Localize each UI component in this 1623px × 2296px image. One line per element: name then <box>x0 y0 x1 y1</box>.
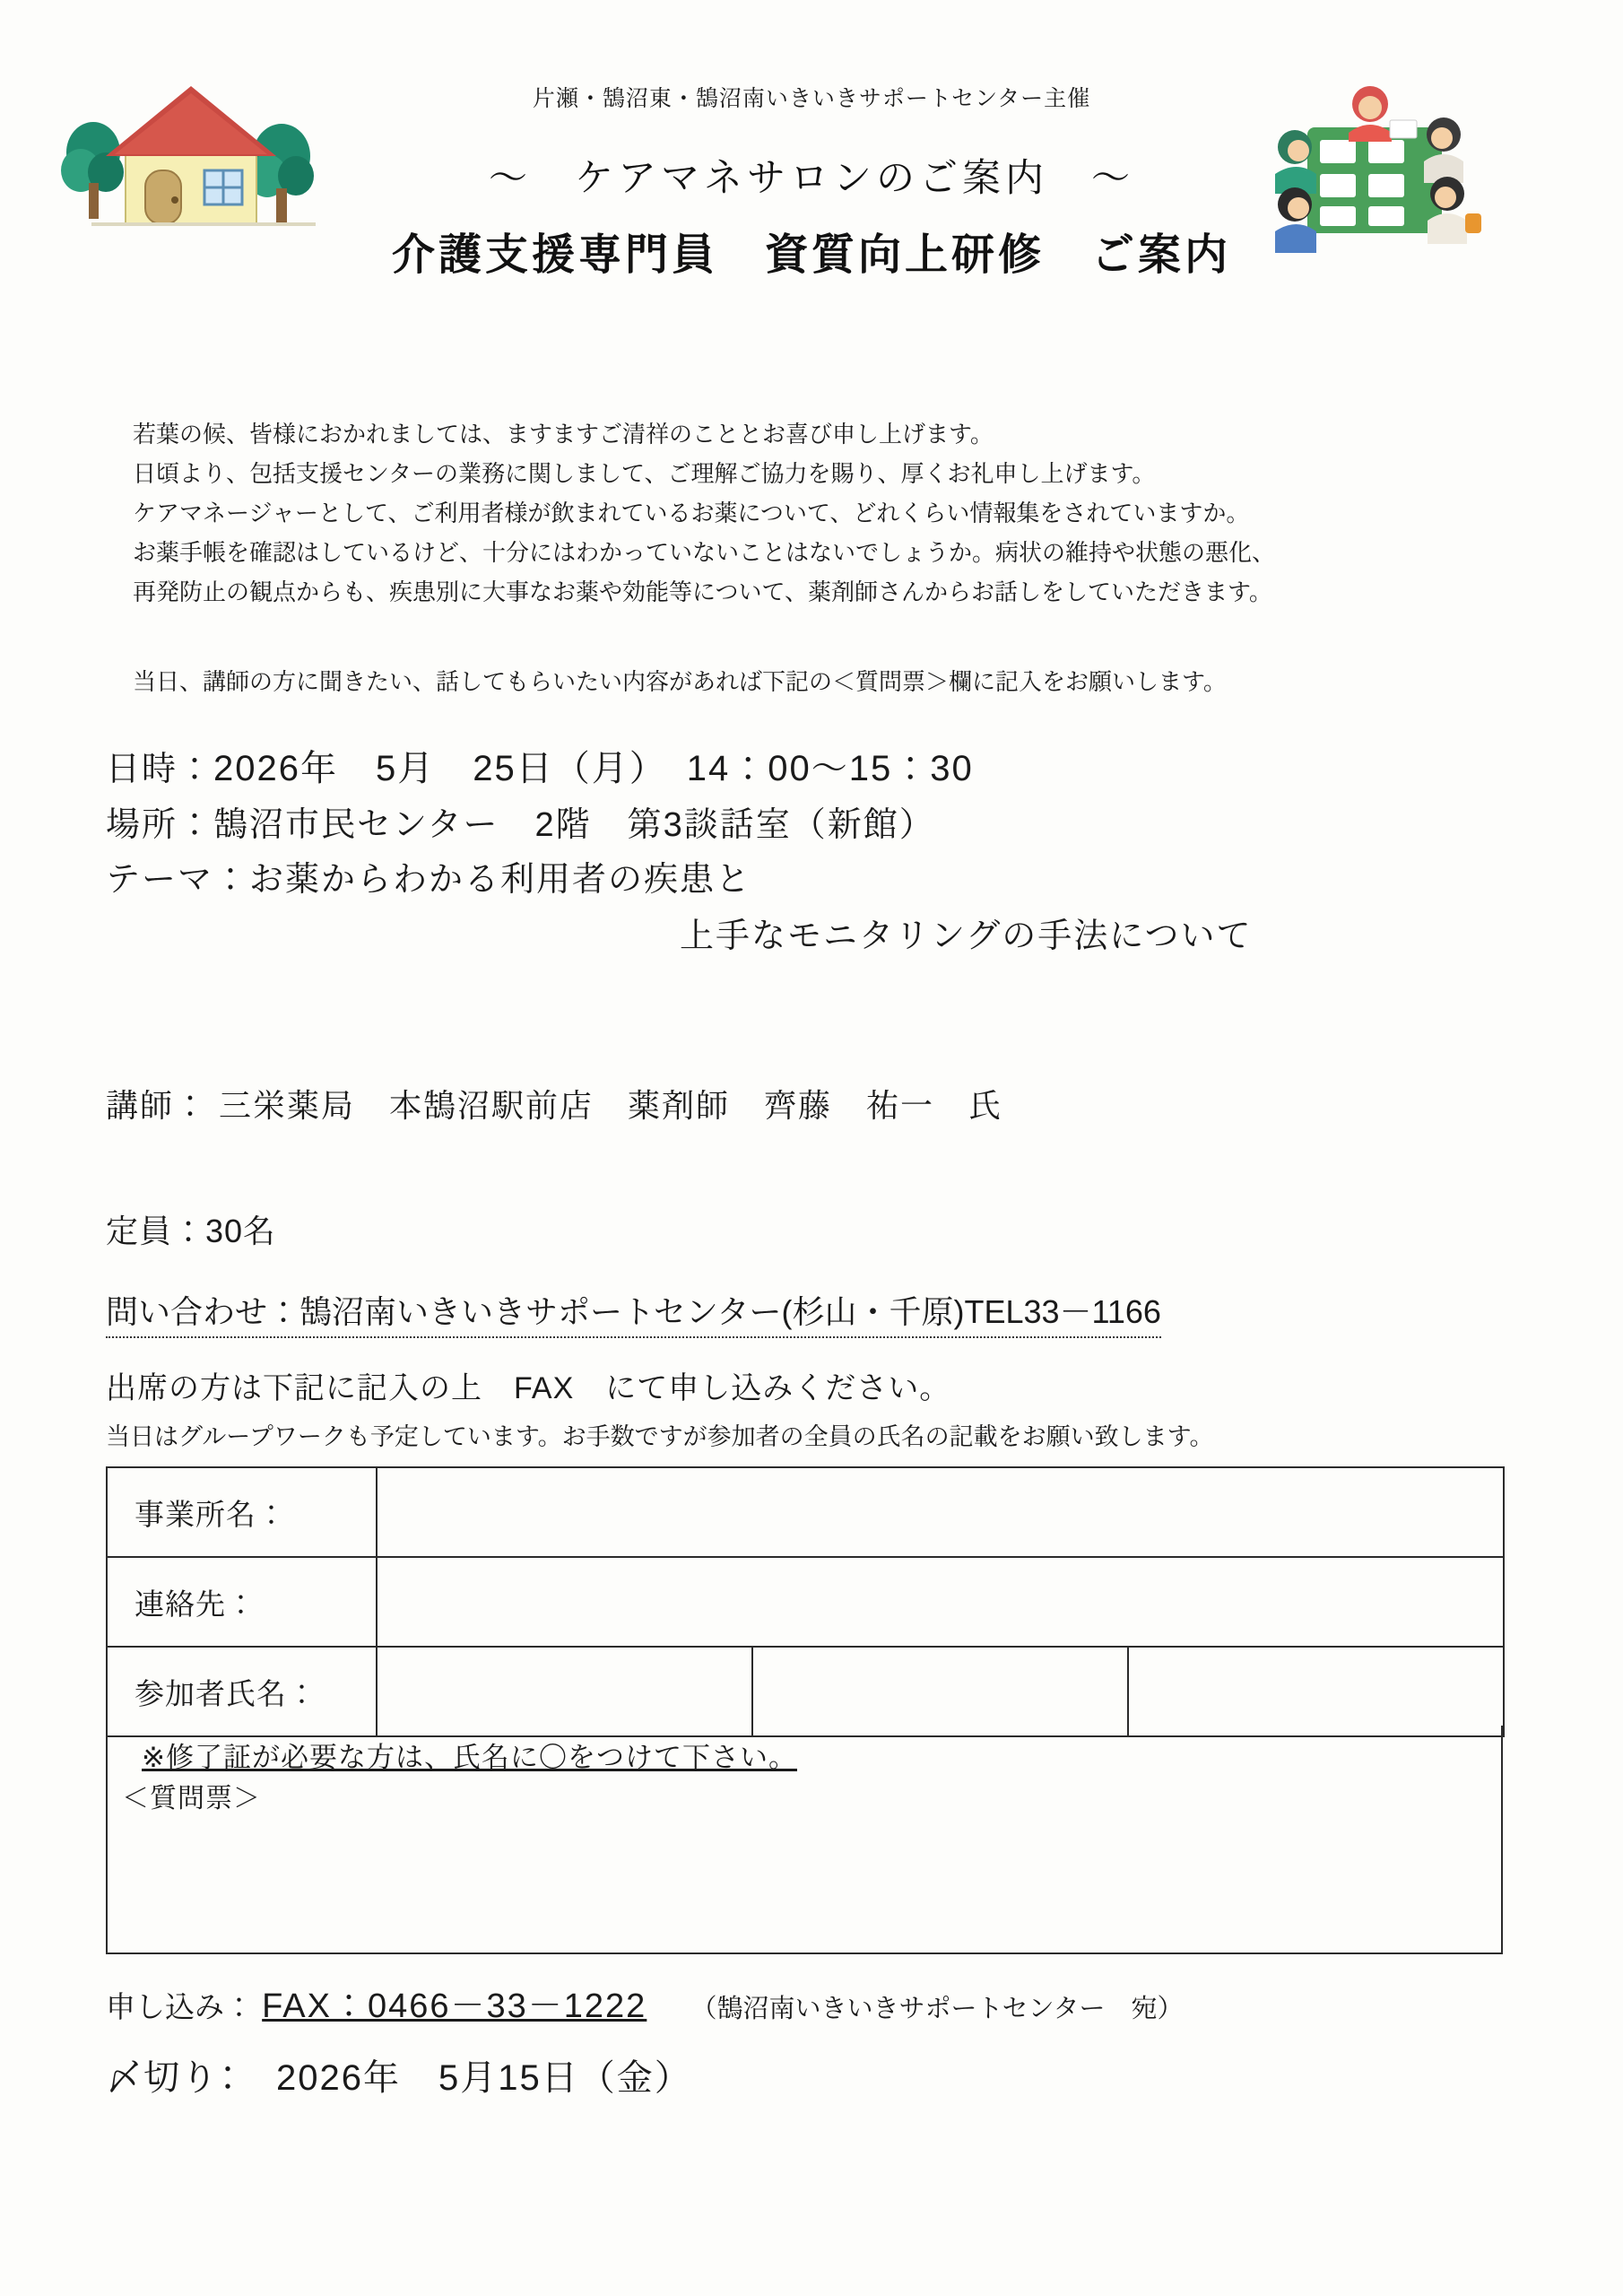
table-row <box>107 1647 1504 1736</box>
theme-value-first: お薬からわかる利用者の疾患と <box>249 861 752 899</box>
place-value: 鵠沼市民センター 2階 第3談話室（新館） <box>213 806 935 844</box>
greeting-line-5: 再発防止の観点からも、疾患別に大事なお薬や効能等について、薬剤師さんからお話しをしていただきます。 <box>133 578 1272 605</box>
greeting-line-3: ケアマネージャーとして、ご利用者様が飲まれているお薬について、どれくらい情報集をされていますか。 <box>133 500 1250 526</box>
speaker-row <box>106 1081 1002 1126</box>
participant-name-field-2[interactable] <box>752 1647 1128 1736</box>
deadline-text: 〆切り： 2026年 5月15日（金） <box>106 2058 692 2098</box>
fax-number: FAX：0466－33－1222 <box>262 1987 647 2025</box>
speaker-label: 講師： <box>106 1087 209 1124</box>
group-work-note: 当日はグループワークも予定しています。お手数ですが参加者の全員の氏名の記載をお願い致します。 <box>106 1423 1214 1450</box>
theme-value-second: 上手なモニタリングの手法について <box>680 918 1253 955</box>
contact-text: 問い合わせ：鵠沼南いきいきサポートセンター(杉山・千原)TEL33－1166 <box>106 1287 1161 1338</box>
greeting-paragraph <box>133 414 1532 612</box>
participant-names-label: 参加者氏名： <box>107 1647 377 1736</box>
event-info <box>106 740 1558 957</box>
question-box[interactable] <box>106 1726 1503 1954</box>
question-sheet-label: ＜質問票＞ <box>122 1784 261 1813</box>
event-datetime-row <box>106 740 1558 791</box>
certificate-notice: ※修了証が必要な方は、氏名に〇をつけて下さい。 <box>142 1742 797 1773</box>
application-footer <box>106 1978 1183 2027</box>
greeting-line-1: 若葉の候、皆様におかれましては、ますますご清祥のこととお喜び申し上げます。 <box>133 421 994 448</box>
table-row <box>107 1467 1504 1557</box>
event-place-row <box>106 796 1558 846</box>
capacity-text: 定員：30名 <box>106 1213 277 1249</box>
flyer-header <box>0 81 1623 377</box>
table-row <box>107 1557 1504 1647</box>
greeting-line-2: 日頃より、包括支援センターの業務に関しまして、ご理解ご協力を賜り、厚くお礼申し上げます。 <box>133 460 1156 487</box>
event-theme-row <box>106 851 1558 900</box>
theme-label: テーマ： <box>106 861 250 899</box>
contact-info-label: 連絡先： <box>107 1557 377 1647</box>
speaker-value: 三栄薬局 本鵠沼駅前店 薬剤師 齊藤 祐一 氏 <box>219 1087 1003 1124</box>
place-label: 場所： <box>106 806 214 844</box>
apply-label: 申し込み： <box>106 1990 254 2023</box>
greeting-line-4: お薬手帳を確認はしているけど、十分にはわかっていないことはないでしょうか。病状の維持や状態の悪化、 <box>133 539 1276 566</box>
datetime-label: 日時： <box>106 751 214 788</box>
page-subtitle: ～ ケアマネサロンのご案内 ～ <box>489 157 1134 200</box>
participant-name-field-1[interactable] <box>377 1647 752 1736</box>
application-form-table <box>106 1466 1505 1737</box>
datetime-value: 2026年 5月 25日（月） 14：00～15：30 <box>213 749 974 788</box>
fax-instruction-text: 出席の方は下記に記入の上 FAX にて申し込みください。 <box>106 1371 951 1405</box>
office-name-label: 事業所名： <box>107 1467 377 1557</box>
host-line: 片瀬・鵠沼東・鵠沼南いきいきサポートセンター主催 <box>532 86 1091 111</box>
fax-destination: （鵠沼南いきいきサポートセンター 宛） <box>690 1995 1184 2023</box>
contact-info-field[interactable] <box>377 1557 1504 1647</box>
page-title: 介護支援専門員 資質向上研修 ご案内 <box>391 231 1231 279</box>
office-name-field[interactable] <box>377 1467 1504 1557</box>
question-note: 当日、講師の方に聞きたい、話してもらいたい内容があれば下記の＜質問票＞欄に記入をお願いします。 <box>133 668 1227 695</box>
participant-name-field-3[interactable] <box>1128 1647 1504 1736</box>
